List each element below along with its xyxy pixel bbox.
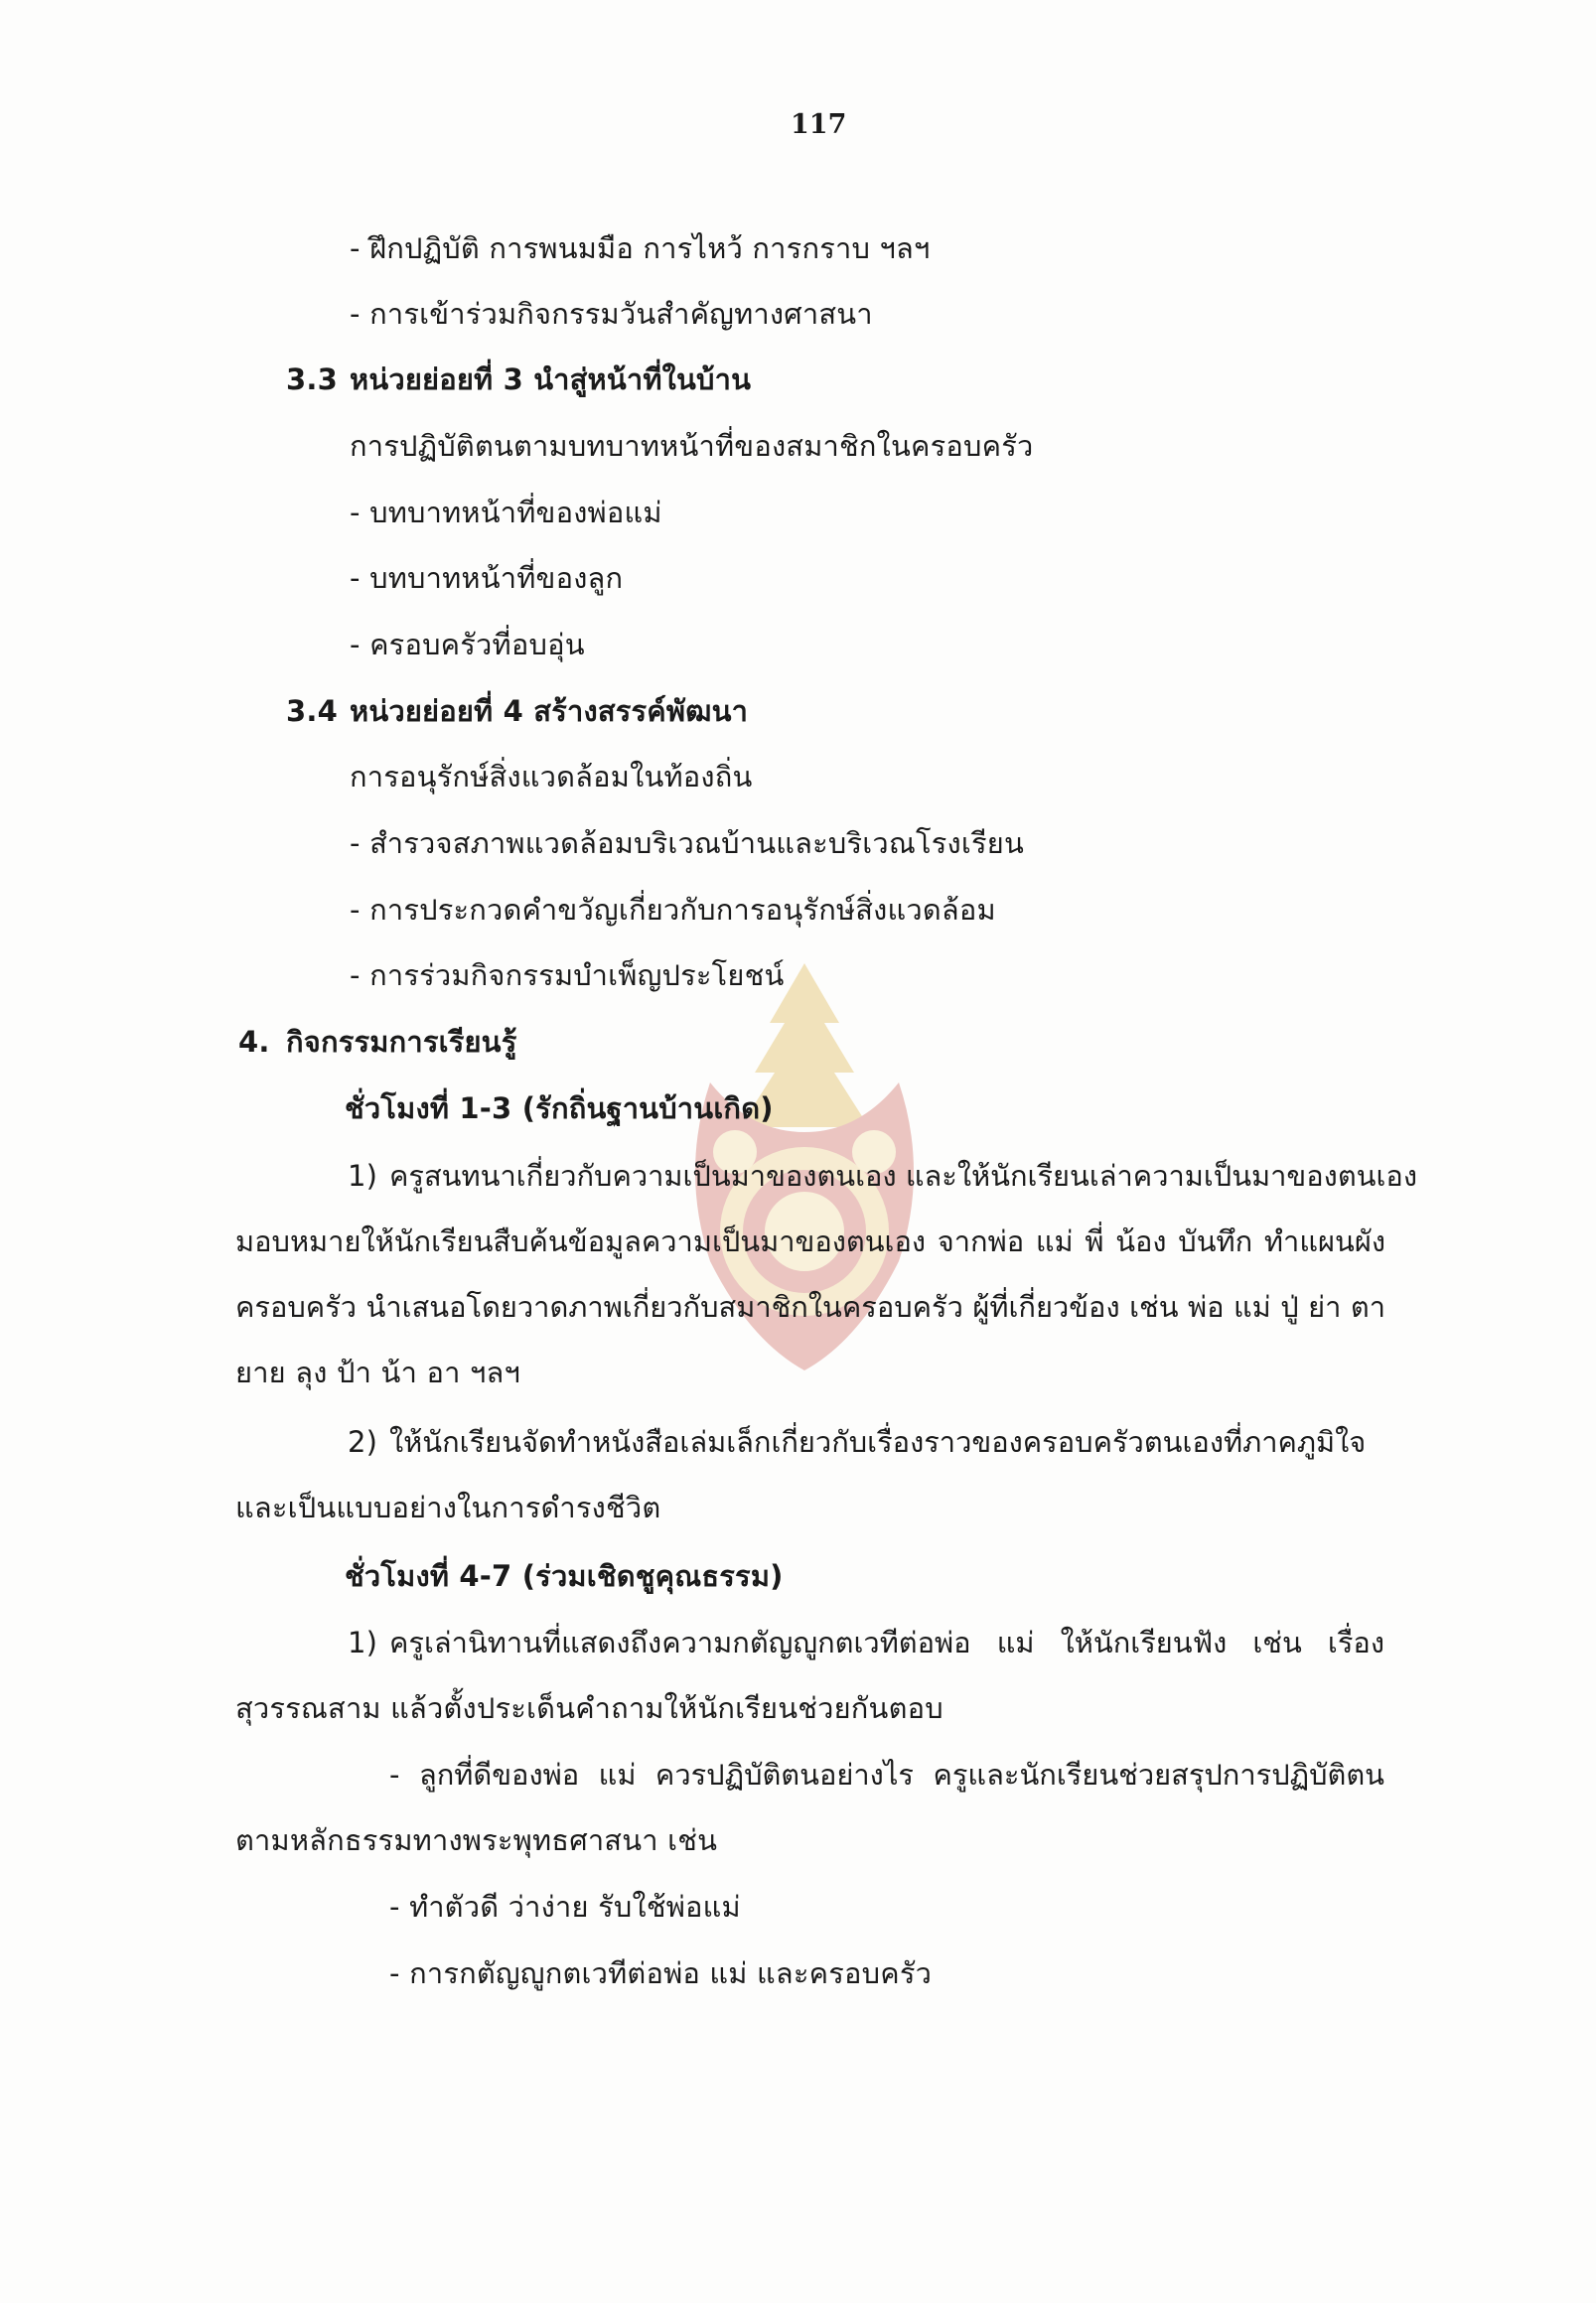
text-line: - บทบาทหน้าที่ของลูก [350, 561, 624, 595]
paragraph-line: ตามหลักธรรมทางพระพุทธศาสนา เช่น [235, 1823, 718, 1857]
section-heading: หน่วยย่อยที่ 3 นำสู่หน้าที่ในบ้าน [350, 362, 752, 396]
item-number: 2) [348, 1425, 378, 1459]
paragraph-line: และเป็นแบบอย่างในการดำรงชีวิต [235, 1491, 661, 1524]
paragraph-line: ครูเล่านิทานที่แสดงถึงความกตัญญูกตเวทีต่อพ่อ แม่ ให้นักเรียนฟัง เช่น เรื่อง [389, 1626, 1384, 1659]
subsection-heading: ชั่วโมงที่ 4-7 (ร่วมเชิดชูคุณธรรม) [345, 1559, 784, 1593]
item-number: 1) [348, 1626, 378, 1659]
item-number: 1) [348, 1159, 378, 1193]
text-line: - การเข้าร่วมกิจกรรมวันสำคัญทางศาสนา [350, 297, 873, 331]
text-line: การอนุรักษ์สิ่งแวดล้อมในท้องถิ่น [350, 760, 753, 793]
paragraph-line: ครูสนทนาเกี่ยวกับความเป็นมาของตนเอง และให้นักเรียนเล่าความเป็นมาของตนเอง [389, 1159, 1417, 1193]
text-line: - ครอบครัวที่อบอุ่น [350, 628, 585, 661]
section-number: 3.3 [286, 362, 338, 396]
text-line: - การประกวดคำขวัญเกี่ยวกับการอนุรักษ์สิ่งแวดล้อม [350, 893, 996, 927]
paragraph-line: สุวรรณสาม แล้วตั้งประเด็นคำถามให้นักเรียนช่วยกันตอบ [235, 1691, 943, 1725]
text-line: - การกตัญญูกตเวทีต่อพ่อ แม่ และครอบครัว [389, 1956, 933, 1990]
text-line: - สำรวจสภาพแวดล้อมบริเวณบ้านและบริเวณโรงเรียน [350, 826, 1024, 860]
subsection-heading: ชั่วโมงที่ 1-3 (รักถิ่นฐานบ้านเกิด) [345, 1091, 774, 1125]
text-line: - การร่วมกิจกรรมบำเพ็ญประโยชน์ [350, 958, 785, 992]
paragraph-line: - ลูกที่ดีของพ่อ แม่ ควรปฏิบัติตนอย่างไร ครูและนักเรียนช่วยสรุปการปฏิบัติตน [389, 1758, 1384, 1792]
text-line: การปฏิบัติตนตามบทบาทหน้าที่ของสมาชิกในครอบครัว [350, 429, 1034, 463]
section-number: 4. [238, 1025, 270, 1059]
paragraph-line: ครอบครัว นำเสนอโดยวาดภาพเกี่ยวกับสมาชิกในครอบครัว ผู้ที่เกี่ยวข้อง เช่น พ่อ แม่ ปู่ ย่า ตา [235, 1290, 1385, 1324]
text-line: - ทำตัวดี ว่าง่าย รับใช้พ่อแม่ [389, 1890, 741, 1924]
section-heading: หน่วยย่อยที่ 4 สร้างสรรค์พัฒนา [350, 694, 749, 728]
paragraph-line: ยาย ลุง ป้า น้า อา ฯลฯ [235, 1356, 520, 1389]
section-heading: กิจกรรมการเรียนรู้ [286, 1025, 517, 1059]
section-number: 3.4 [286, 694, 338, 728]
text-line: - บทบาทหน้าที่ของพ่อแม่ [350, 496, 662, 529]
paragraph-line: มอบหมายให้นักเรียนสืบค้นข้อมูลความเป็นมาของตนเอง จากพ่อ แม่ พี่ น้อง บันทึก ทำแผนผัง [235, 1224, 1385, 1258]
paragraph-line: ให้นักเรียนจัดทำหนังสือเล่มเล็กเกี่ยวกับเรื่องราวของครอบครัวตนเองที่ภาคภูมิใจ [389, 1425, 1367, 1459]
page-number: 117 [791, 109, 847, 140]
text-line: - ฝึกปฏิบัติ การพนมมือ การไหว้ การกราบ ฯลฯ [350, 231, 931, 265]
